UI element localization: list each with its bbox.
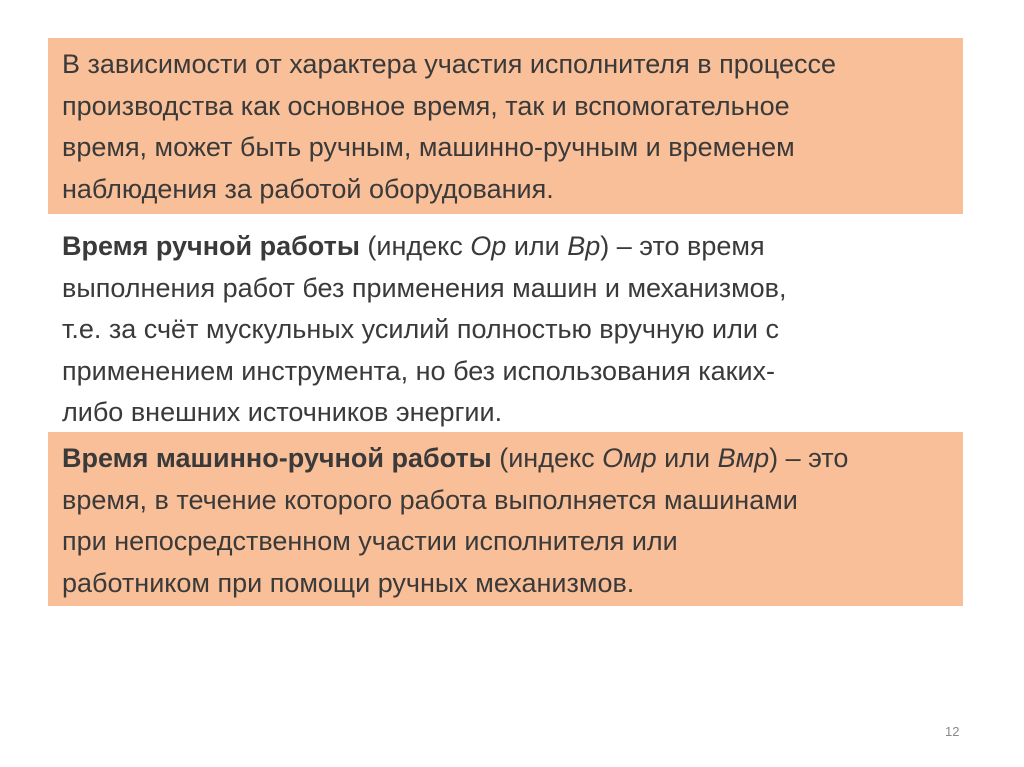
machine-manual-line-1	[62, 438, 949, 480]
machine-manual-term: Время машинно-ручной работы	[62, 443, 492, 473]
manual-work-definition-block	[48, 222, 963, 427]
machine-manual-index-1: Омр	[602, 443, 657, 473]
intro-line-3: время, может быть ручным, машинно-ручным и временем	[62, 132, 795, 162]
machine-manual-line-4: работником при помощи ручных механизмов.	[62, 567, 635, 598]
manual-work-index-1: Ор	[470, 231, 507, 261]
manual-work-line-3: т.е. за счёт мускульных усилий полностью вручную или с	[62, 314, 779, 344]
manual-work-term: Время ручной работы	[62, 231, 360, 261]
manual-work-line-5: либо внешних источников энергии.	[62, 397, 503, 427]
intro-line-2: производства как основное время, так и вспомогательное	[62, 90, 790, 121]
intro-text-block	[48, 38, 963, 214]
manual-work-line-1	[62, 226, 949, 268]
page-number: 12	[945, 724, 960, 739]
manual-work-line-4: применением инструмента, но без использования каких-	[62, 355, 776, 386]
manual-work-or: или	[506, 231, 568, 261]
machine-manual-work-definition-block	[48, 432, 963, 606]
machine-manual-line-2: время, в течение которого работа выполняется машинами	[62, 484, 798, 515]
machine-manual-line-3: при непосредственном участии исполнителя или	[62, 526, 678, 556]
manual-work-index-2: Вр	[567, 231, 601, 261]
intro-line-1: В зависимости от характера участия исполнителя в процессе	[62, 49, 836, 79]
machine-manual-intro: (индекс	[491, 443, 603, 473]
manual-work-rest: ) – это время	[600, 231, 765, 261]
intro-line-4: наблюдения за работой оборудования.	[62, 173, 554, 204]
manual-work-intro: (индекс	[359, 231, 471, 261]
machine-manual-rest: ) – это	[769, 443, 849, 473]
machine-manual-or: или	[656, 443, 718, 473]
machine-manual-index-2: Вмр	[717, 443, 770, 473]
manual-work-line-2: выполнения работ без применения машин и механизмов,	[62, 272, 787, 303]
